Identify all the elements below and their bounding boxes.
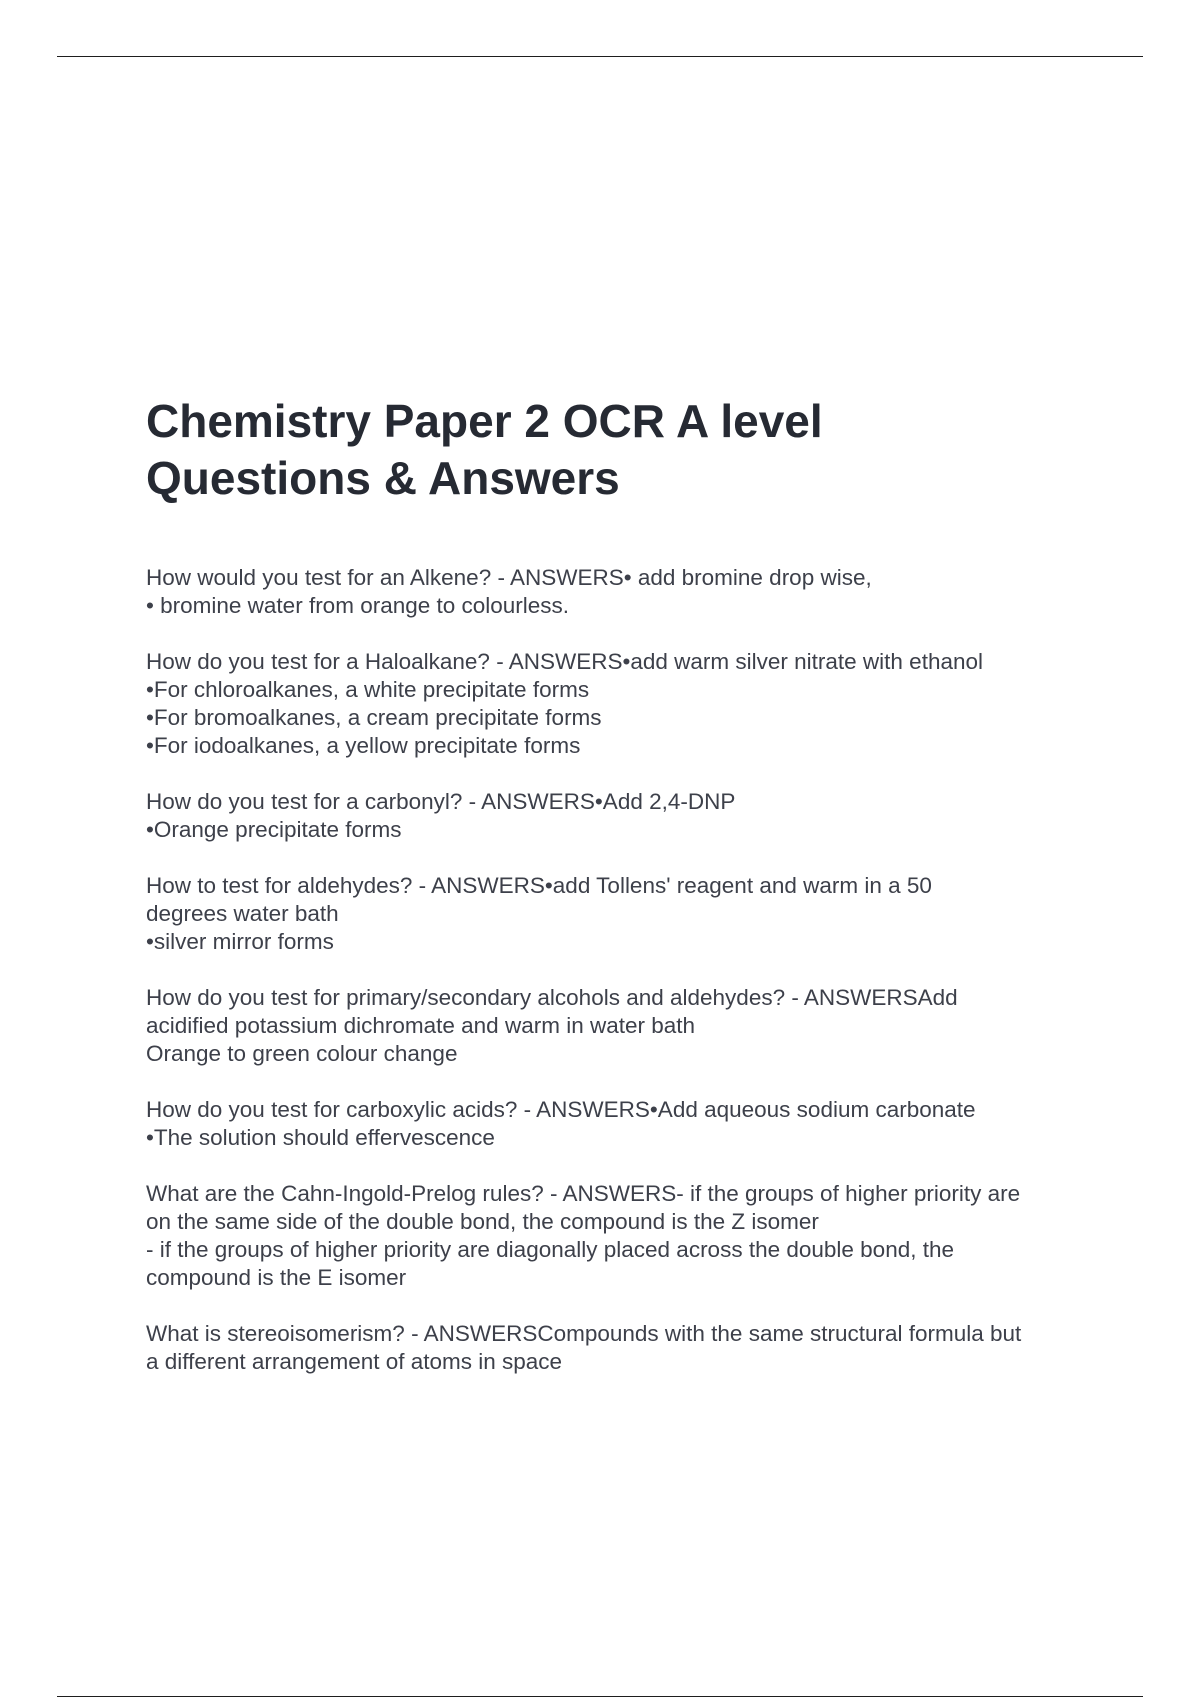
qa-line: degrees water bath — [146, 901, 339, 926]
qa-line: Orange to green colour change — [146, 1041, 458, 1066]
qa-line: What are the Cahn-Ingold-Prelog rules? - ANSWERS- if the groups of higher priority are — [146, 1181, 1021, 1206]
qa-list — [146, 564, 1106, 1404]
qa-item-carboxylic-acid-test — [146, 1096, 1106, 1152]
qa-item-stereoisomerism — [146, 1320, 1106, 1376]
title-line: Questions & Answers — [146, 452, 620, 504]
qa-line: How do you test for a carbonyl? - ANSWERS•Add 2,4-DNP — [146, 789, 736, 814]
qa-line: compound is the E isomer — [146, 1265, 407, 1290]
qa-line: • bromine water from orange to colourless. — [146, 593, 570, 618]
qa-line: •For iodoalkanes, a yellow precipitate forms — [146, 733, 581, 758]
qa-line: on the same side of the double bond, the compound is the Z isomer — [146, 1209, 819, 1234]
qa-line: •For bromoalkanes, a cream precipitate forms — [146, 705, 602, 730]
qa-line: a different arrangement of atoms in space — [146, 1349, 563, 1374]
qa-item-alkene-test — [146, 564, 1106, 620]
qa-line: acidified potassium dichromate and warm in water bath — [146, 1013, 696, 1038]
qa-line: •The solution should effervescence — [146, 1125, 495, 1150]
qa-line: How do you test for carboxylic acids? - ANSWERS•Add aqueous sodium carbonate — [146, 1097, 976, 1122]
qa-line: •Orange precipitate forms — [146, 817, 402, 842]
document-title — [146, 393, 1146, 507]
qa-line: •silver mirror forms — [146, 929, 334, 954]
qa-line: How would you test for an Alkene? - ANSWERS• add bromine drop wise, — [146, 565, 872, 590]
qa-line: What is stereoisomerism? - ANSWERSCompounds with the same structural formula but — [146, 1321, 1022, 1346]
qa-line: How do you test for a Haloalkane? - ANSWERS•add warm silver nitrate with ethanol — [146, 649, 984, 674]
qa-item-carbonyl-test — [146, 788, 1106, 844]
qa-line: - if the groups of higher priority are diagonally placed across the double bond, the — [146, 1237, 955, 1262]
qa-line: How do you test for primary/secondary alcohols and aldehydes? - ANSWERSAdd — [146, 985, 958, 1010]
footer-rule — [57, 1696, 1143, 1697]
header-rule — [57, 56, 1143, 57]
qa-line: How to test for aldehydes? - ANSWERS•add Tollens' reagent and warm in a 50 — [146, 873, 932, 898]
qa-item-haloalkane-test — [146, 648, 1106, 760]
qa-item-alcohol-test — [146, 984, 1106, 1068]
qa-item-aldehyde-test — [146, 872, 1106, 956]
title-line: Chemistry Paper 2 OCR A level — [146, 395, 823, 447]
qa-line: •For chloroalkanes, a white precipitate forms — [146, 677, 590, 702]
qa-item-cip-rules — [146, 1180, 1106, 1292]
